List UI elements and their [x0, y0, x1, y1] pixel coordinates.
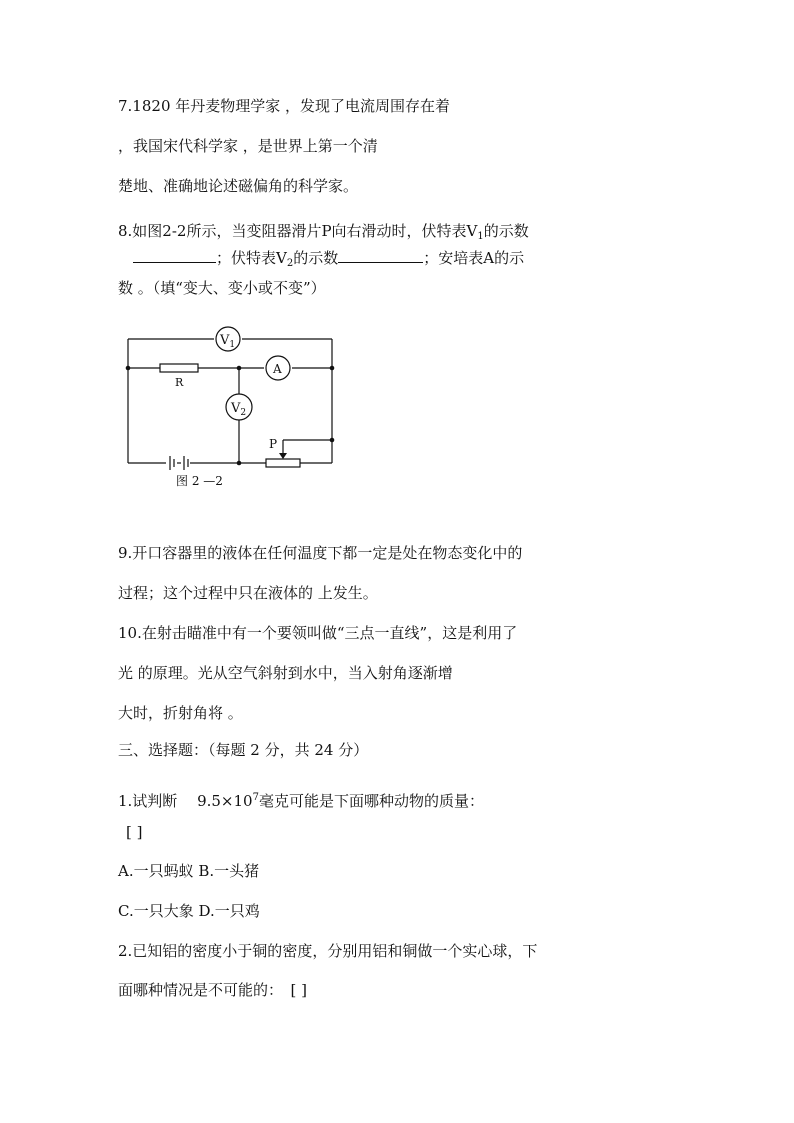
junction-slider — [330, 438, 335, 443]
q8-line1-tail: 的示数 — [483, 222, 529, 240]
q10-line1: 10.在射击瞄准中有一个要领叫做“三点一直线”，这是利用了 — [118, 624, 518, 642]
q8-line2-mid: ；伏特表V — [216, 249, 287, 267]
q9-line2: 过程；这个过程中只在液体的 上发生。 — [118, 584, 378, 602]
slider-arrow — [279, 453, 287, 459]
mc1-options-cd: C.一只大象 D.一只鸡 — [118, 902, 260, 920]
q8-line2-post: 的示数 — [293, 249, 339, 267]
q10-line2: 光 的原理。光从空气斜射到水中，当入射角逐渐增 — [118, 664, 453, 682]
v1-subscript: 1 — [477, 231, 484, 242]
mc1-bracket: [ ] — [126, 823, 143, 841]
junction-left — [126, 366, 131, 371]
v2-subscript: 2 — [286, 258, 294, 269]
q8-line1 — [118, 221, 529, 241]
answer-blank-v2[interactable] — [338, 248, 423, 263]
junction-bottom — [237, 461, 242, 466]
junction-right — [330, 366, 335, 371]
q7-line2: ，我国宋代科学家 ，是世界上第一个清 — [118, 137, 378, 155]
resistor-label: R — [175, 376, 184, 389]
q8-line3: 数 。（填“变大、变小或不变”） — [118, 279, 326, 297]
mc2-line2: 面哪种情况是不可能的： [ ] — [118, 981, 307, 999]
answer-blank-v1[interactable] — [133, 248, 216, 263]
mc1-exponent: 7 — [252, 792, 259, 803]
slider-label: P — [269, 437, 278, 451]
q8-line2 — [133, 248, 524, 268]
mc2-line1: 2.已知铝的密度小于铜的密度，分别用铝和铜做一个实心球，下 — [118, 942, 538, 960]
ammeter-label: A — [273, 362, 282, 376]
q8-line2-end: ；安培表A的示 — [423, 249, 525, 267]
mc1-options-ab: A.一只蚂蚁 B.一头猪 — [118, 862, 260, 880]
q8-line1-text: 8.如图2-2所示，当变阻器滑片P向右滑动时，伏特表V — [118, 222, 478, 240]
resistor-r — [160, 364, 198, 372]
circuit-diagram — [118, 325, 348, 495]
q7-line3: 楚地、准确地论述磁偏角的科学家。 — [118, 177, 359, 195]
mc1-stem-tail: 毫克可能是下面哪种动物的质量： — [258, 792, 484, 810]
mc1-stem-text: 1.试判断 9.5×10 — [118, 792, 253, 810]
section-3-heading: 三、选择题：（每题 2 分，共 24 分） — [118, 741, 369, 759]
mc1-stem — [118, 791, 484, 811]
figure-caption: 图 2 —2 — [176, 474, 223, 488]
rheostat — [266, 459, 300, 467]
v2-label: $V_2$ — [231, 401, 247, 418]
q7-line1: 7.1820 年丹麦物理学家 ，发现了电流周围存在着 — [118, 97, 451, 115]
q10-line3: 大时，折射角将 。 — [118, 704, 243, 722]
q9-line1: 9.开口容器里的液体在任何温度下都一定是处在物态变化中的 — [118, 544, 523, 562]
v1-label: $V_1$ — [220, 333, 236, 350]
junction-mid — [237, 366, 242, 371]
